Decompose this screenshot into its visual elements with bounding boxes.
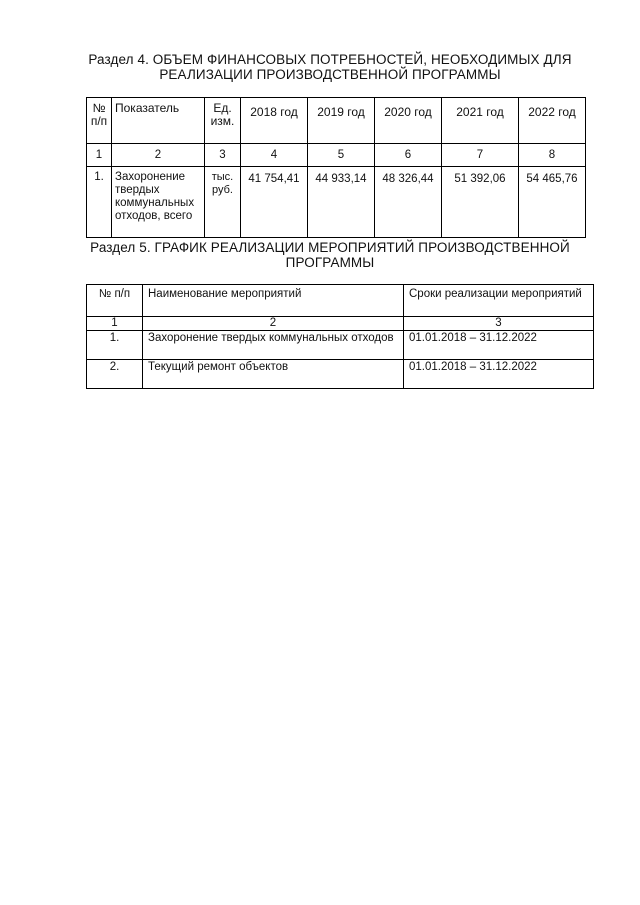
row-number-cell: 1. (87, 167, 112, 238)
row-number-cell: 2. (87, 360, 143, 389)
header-cell: № п/п (87, 285, 143, 317)
column-number-cell: 5 (308, 144, 375, 167)
section-5-title: Раздел 5. ГРАФИК РЕАЛИЗАЦИИ МЕРОПРИЯТИЙ ПРОИЗВОДСТВЕННОЙ ПРОГРАММЫ (90, 240, 570, 270)
column-number-cell: 6 (375, 144, 442, 167)
section-4-title: Раздел 4. ОБЪЕМ ФИНАНСОВЫХ ПОТРЕБНОСТЕЙ, НЕОБХОДИМЫХ ДЛЯ РЕАЛИЗАЦИИ ПРОИЗВОДСТВЕННОЙ ПРОГРАММЫ (88, 52, 572, 82)
indicator-cell: Захоронение твердых коммунальных отходов, всего (112, 167, 205, 238)
period-cell: 01.01.2018 – 31.12.2022 (404, 331, 594, 360)
column-number-cell: 2 (143, 317, 404, 331)
header-cell: 2019 год (308, 98, 375, 144)
header-cell: 2020 год (375, 98, 442, 144)
value-cell-2018: 41 754,41 (241, 167, 308, 238)
unit-cell: тыс. руб. (205, 167, 241, 238)
column-number-row (87, 317, 594, 331)
header-cell: Ед. изм. (205, 98, 241, 144)
implementation-schedule-table (86, 284, 594, 389)
header-cell: Наименование мероприятий (143, 285, 404, 317)
column-number-row (87, 144, 586, 167)
header-cell: 2018 год (241, 98, 308, 144)
header-cell: Показатель (112, 98, 205, 144)
value-cell-2019: 44 933,14 (308, 167, 375, 238)
header-cell: 2022 год (519, 98, 586, 144)
activity-name-cell: Захоронение твердых коммунальных отходов (143, 331, 404, 360)
period-cell: 01.01.2018 – 31.12.2022 (404, 360, 594, 389)
value-cell-2021: 51 392,06 (442, 167, 519, 238)
header-cell: Сроки реализации мероприятий (404, 285, 594, 317)
column-number-cell: 3 (205, 144, 241, 167)
column-number-cell: 4 (241, 144, 308, 167)
table-row (87, 331, 594, 360)
table-header-row (87, 98, 586, 144)
column-number-cell: 2 (112, 144, 205, 167)
activity-name-cell: Текущий ремонт объектов (143, 360, 404, 389)
column-number-cell: 3 (404, 317, 594, 331)
row-number-cell: 1. (87, 331, 143, 360)
header-cell: № п/п (87, 98, 112, 144)
value-cell-2020: 48 326,44 (375, 167, 442, 238)
header-cell: 2021 год (442, 98, 519, 144)
table-row (87, 360, 594, 389)
column-number-cell: 1 (87, 317, 143, 331)
financial-needs-table (86, 97, 586, 238)
table-row (87, 167, 586, 238)
column-number-cell: 7 (442, 144, 519, 167)
value-cell-2022: 54 465,76 (519, 167, 586, 238)
column-number-cell: 1 (87, 144, 112, 167)
table-header-row (87, 285, 594, 317)
column-number-cell: 8 (519, 144, 586, 167)
